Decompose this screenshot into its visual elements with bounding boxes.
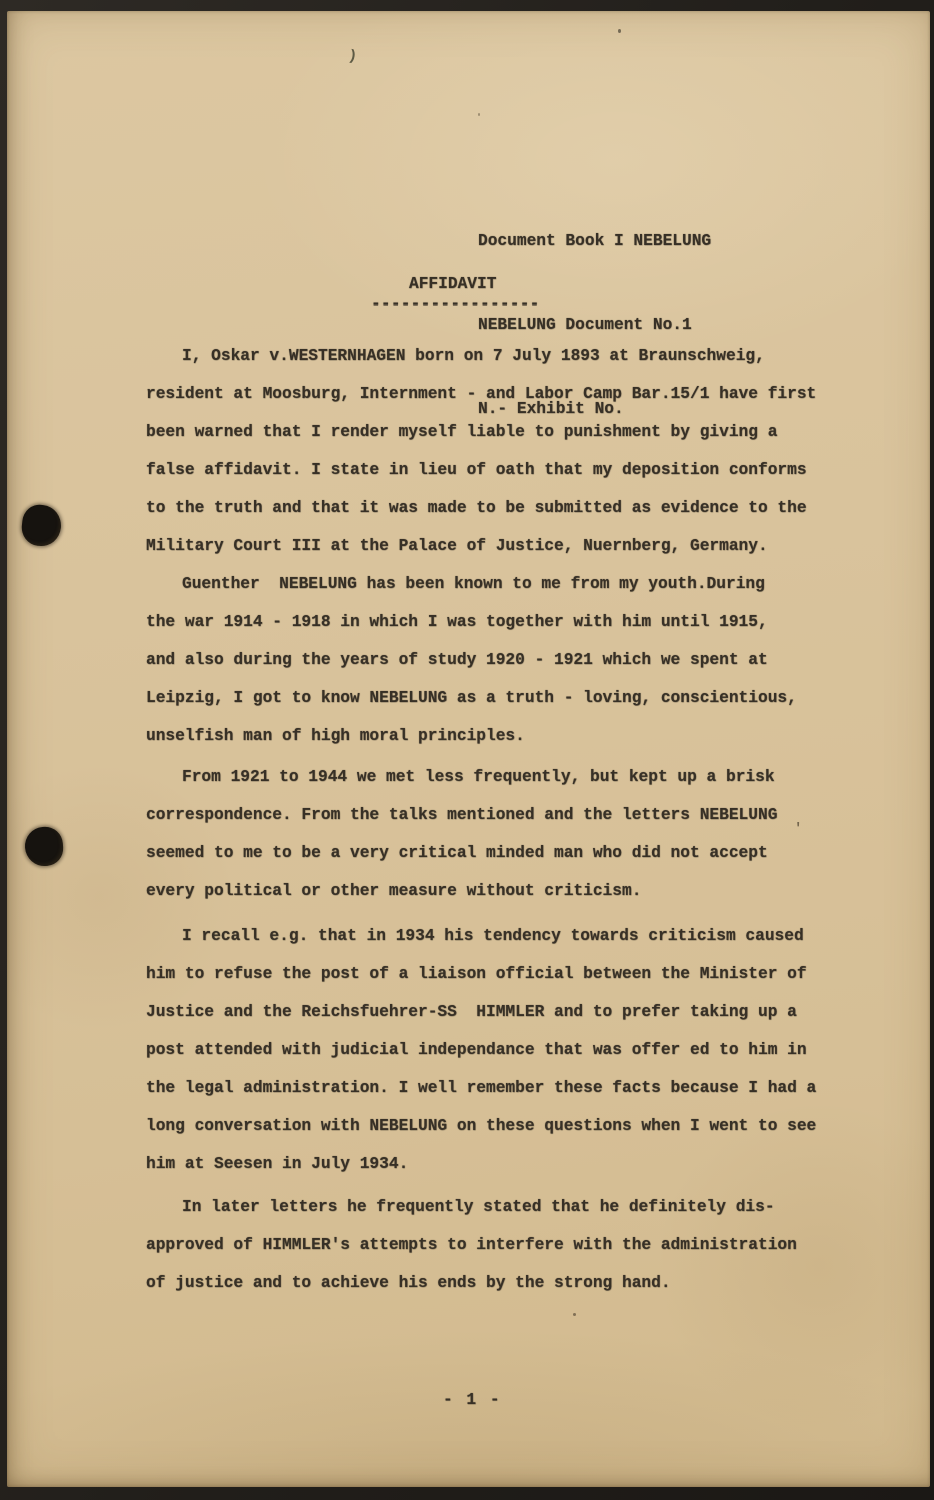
body-line: him at Seesen in July 1934. <box>146 1155 409 1173</box>
body-line: the legal administration. I well remember these facts because I had a <box>146 1079 817 1097</box>
header-line: NEBELUNG Document No.1 <box>478 316 692 334</box>
paragraph <box>146 758 816 910</box>
paragraph <box>146 1188 816 1302</box>
body-line: false affidavit. I state in lieu of oath that my deposition conforms <box>146 461 807 479</box>
body-line: post attended with judicial independance that was offer ed to him in <box>146 1041 807 1059</box>
body-line: of justice and to achieve his ends by the strong hand. <box>146 1274 671 1292</box>
body-line: long conversation with NEBELUNG on these questions when I went to see <box>146 1117 817 1135</box>
body-line: I recall e.g. that in 1934 his tendency towards criticism caused <box>182 927 804 945</box>
body-line: Justice and the Reichsfuehrer-SS HIMMLER and to prefer taking up a <box>146 1003 797 1021</box>
header-line: Document Book I NEBELUNG <box>478 232 712 250</box>
paper-speck <box>618 29 621 33</box>
body-line: Military Court III at the Palace of Justice, Nuernberg, Germany. <box>146 537 768 555</box>
body-line: From 1921 to 1944 we met less frequently, but kept up a brisk <box>182 768 775 786</box>
header-line: N.- Exhibit No. <box>478 400 624 418</box>
body-line: every political or other measure without criticism. <box>146 882 642 900</box>
body-line: been warned that I render myself liable to punishment by giving a <box>146 423 778 441</box>
title-underline: ----------------- <box>371 295 540 313</box>
body-line: Leipzig, I got to know NEBELUNG as a truth - loving, conscientious, <box>146 689 797 707</box>
body-line: Guenther NEBELUNG has been known to me from my youth.During <box>182 575 765 593</box>
body-line: unselfish man of high moral principles. <box>146 727 525 745</box>
paper-speck <box>478 113 480 116</box>
body-line: the war 1914 - 1918 in which I was together with him until 1915, <box>146 613 768 631</box>
body-line: and also during the years of study 1920 - 1921 which we spent at <box>146 651 768 669</box>
body-line: him to refuse the post of a liaison official between the Minister of <box>146 965 807 983</box>
body-line: seemed to me to be a very critical minded man who did not accept <box>146 844 768 862</box>
stray-pen-mark: ) <box>346 47 359 66</box>
paragraph <box>146 917 816 1183</box>
document-page <box>7 11 930 1487</box>
body-line: correspondence. From the talks mentioned and the letters NEBELUNG <box>146 806 778 824</box>
body-line: approved of HIMMLER's attempts to interfere with the administration <box>146 1236 797 1254</box>
paper-speck <box>573 1313 576 1316</box>
paragraph <box>146 337 816 565</box>
document-title: AFFIDAVIT <box>409 275 497 293</box>
body-line: In later letters he frequently stated that he definitely dis- <box>182 1198 775 1216</box>
paragraph <box>146 565 816 755</box>
page-number: - 1 - <box>443 1391 502 1409</box>
body-line: resident at Moosburg, Internment - and Labor Camp Bar.15/1 have first <box>146 385 817 403</box>
body-line: to the truth and that it was made to be submitted as evidence to the <box>146 499 807 517</box>
document-body <box>146 337 816 1302</box>
stray-ink-mark: ' <box>794 821 803 837</box>
body-line: I, Oskar v.WESTERNHAGEN born on 7 July 1893 at Braunschweig, <box>182 347 765 365</box>
